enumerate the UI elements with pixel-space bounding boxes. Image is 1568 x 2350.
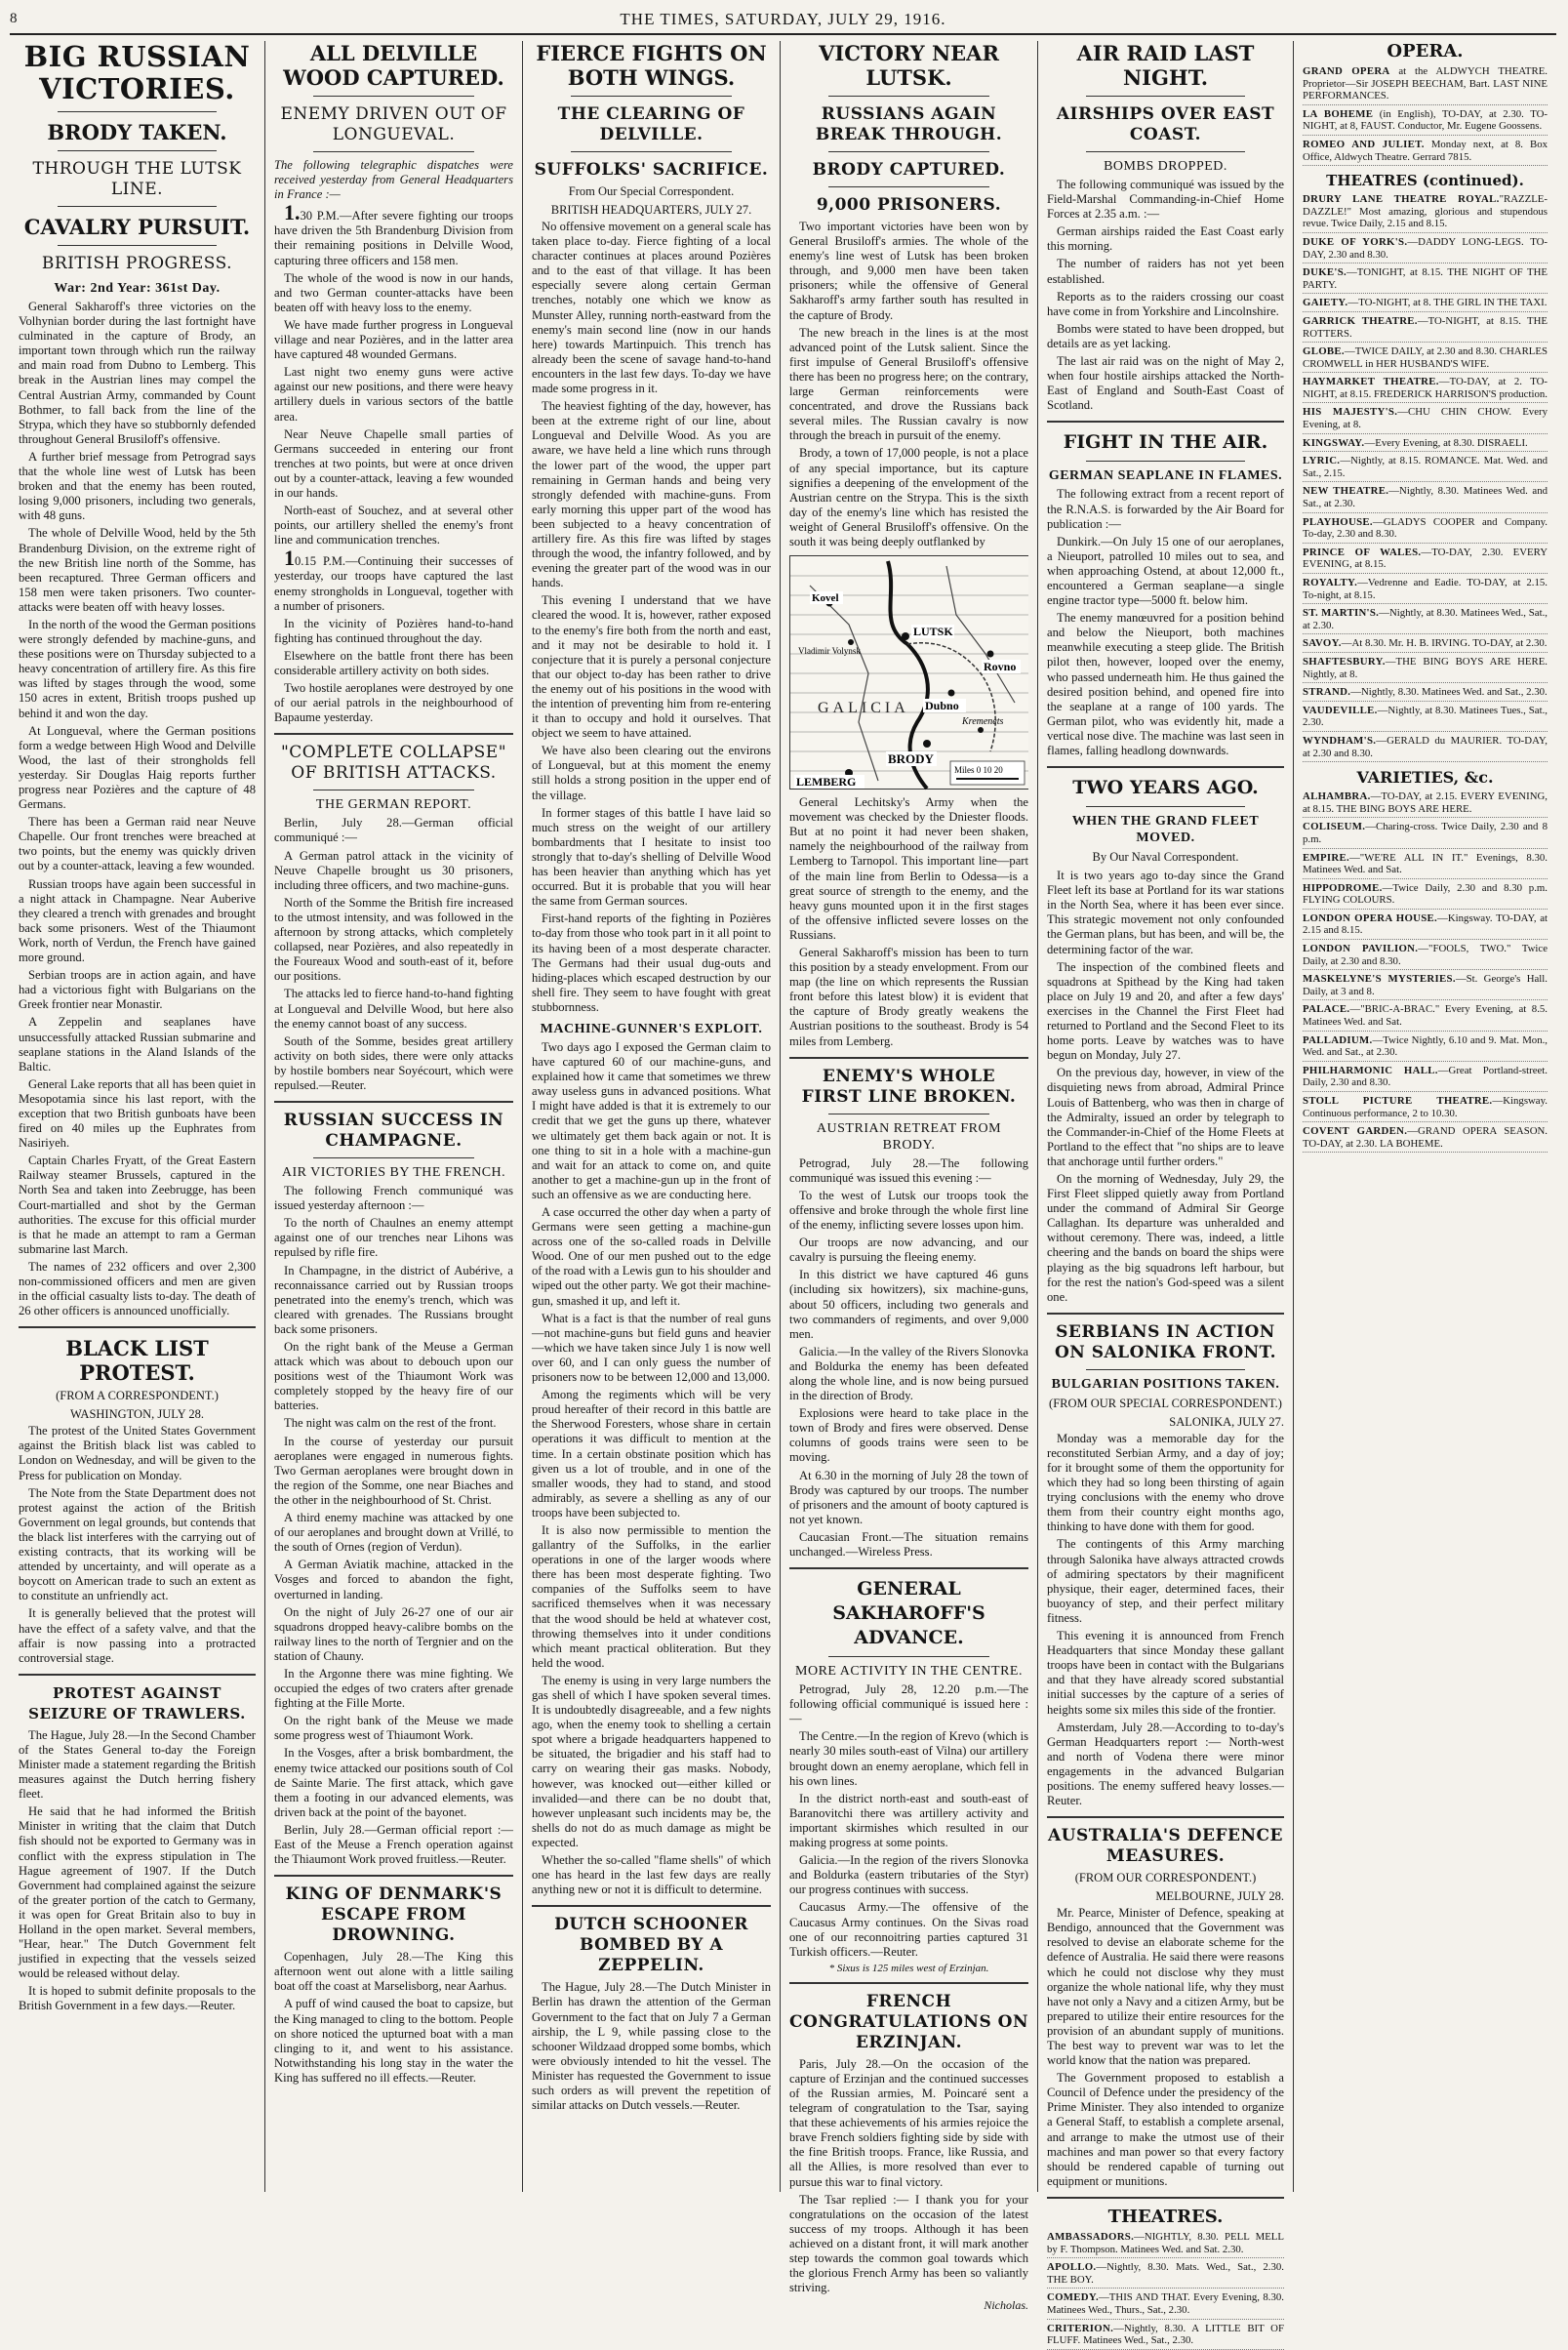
article-paragraph: The Hague, July 28.—In the Second Chamber of the States General to-day the Foreign Minister made a statement regarding the British measures against the Dutch herring fishery fleet. — [19, 1727, 256, 1802]
theatre-listing: LYRIC.—Nightly, at 8.15. ROMANCE. Mat. Wed. and Sat., 2.15. — [1303, 455, 1548, 482]
article-paragraph: The last air raid was on the night of May 2, when four hostile airships attacked the North-East of England and South-East Coast of Scotland. — [1047, 354, 1284, 413]
variety-listing: ALHAMBRA.—TO-DAY, at 2.15. EVERY EVENING, at 8.15. THE BING BOYS ARE HERE. — [1303, 790, 1548, 818]
theatre-listing: ST. MARTIN'S.—Nightly, at 8.30. Matinees Wed., Sat., at 2.30. — [1303, 607, 1548, 634]
theatre-listing: WYNDHAM'S.—GERALD du MAURIER. TO-DAY, at 2.30 and 8.30. — [1303, 735, 1548, 762]
article-paragraph: The new breach in the lines is at the most advanced point of the Lutsk salient. Since the first impulse of General Brusiloff's offensive there has been no progress here; on the contrary, large German reinforcements were concentrated, and drove the Russians back several miles. The Russian cavalry is now through the breach in pursuit of the enemy. — [789, 325, 1028, 443]
map-label-lutsk: LUTSK — [913, 625, 953, 639]
subhead-russians-break-through: RUSSIANS AGAIN BREAK THROUGH. — [815, 104, 1003, 144]
theatre-listing: SAVOY.—At 8.30. Mr. H. B. IRVING. TO-DAY, at 2.30. — [1303, 637, 1548, 653]
theatre-listing: PRINCE OF WALES.—TO-DAY, 2.30. EVERY EVENING, at 8.15. — [1303, 547, 1548, 574]
article-paragraph: Last night two enemy guns were active against our new positions, and there were heavy artillery duels in various sectors of the battle area. — [274, 365, 513, 424]
article-paragraph: In this district we have captured 46 guns (including six howitzers), six machine-guns, about 50 officers, including two generals and two commanders of regiments, and over 9,000 men. — [789, 1268, 1028, 1341]
article-paragraph: Our troops are now advancing, and our cavalry is pursuing the fleeing enemy. — [789, 1236, 1028, 1265]
subhead-airships-east-coast: AIRSHIPS OVER EAST COAST. — [1056, 104, 1275, 144]
theatre-listing: HAYMARKET THEATRE.—TO-DAY, at 2. TO-NIGHT, at 8.15. FREDERICK HARRISON'S production. — [1303, 376, 1548, 403]
theatre-listing: GLOBE.—TWICE DAILY, at 2.30 and 8.30. CHARLES CROMWELL in HER HUSBAND'S WIFE. — [1303, 345, 1548, 373]
volhynia-map — [789, 555, 1028, 790]
article-paragraph: To the north of Chaulnes an enemy attempt against one of our trenches near Lihons was repulsed by rifle fire. — [274, 1216, 513, 1260]
city-marker-kremenets — [978, 727, 984, 733]
map-scale-label: Miles 0 10 20 — [954, 765, 1003, 776]
article-paragraph: The following communiqué was issued by the Field-Marshal Commanding-in-Chief Home Forces at 2.35 a.m. :— — [1047, 178, 1284, 222]
article-paragraph: German airships raided the East Coast early this morning. — [1047, 224, 1284, 254]
byline: By Our Naval Correspondent. — [1092, 850, 1239, 865]
theatre-listing: HIS MAJESTY'S.—CHU CHIN CHOW. Every Evening, at 8. — [1303, 406, 1548, 433]
article-paragraph: Reports as to the raiders crossing our coast have come in from Yorkshire and Lincolnshire. — [1047, 289, 1284, 318]
article-paragraph: Paris, July 28.—On the occasion of the capture of Erzinjan and the continued successes of the Russian armies, M. Poincaré sent a telegram of congratulation to the Tsar, saying that these achievements of his armies rejoice the brave French soldiers fighting side by side with the fine British troops. France, like Russia, and all the Allies, is more resolved than ever to pursue this war to final victory. — [789, 2056, 1028, 2189]
subhead-austrian-retreat: AUSTRIAN RETREAT FROM BRODY. — [816, 1120, 1002, 1153]
subhead-german-seaplane: GERMAN SEAPLANE IN FLAMES. — [1048, 468, 1283, 484]
subhead-german-report: THE GERMAN REPORT. — [315, 797, 472, 813]
article-paragraph: This evening I understand that we have cleared the wood. It is, however, rather exposed to the enemy's fire both from the north and east, and it may not be desirable to hold it. I conjecture that it is purely a personal conjecture that our object to-day has been rather to drive the enemy out of his positions in the wood with the intention of preventing him from re-entering it than to occupy and hold it ourselves. That object we seem to have attained. — [532, 593, 771, 741]
article-paragraph: Bombs were stated to have been dropped, but details are as yet lacking. — [1047, 321, 1284, 350]
article-paragraph: Brody, a town of 17,000 people, is not a place of any special importance, but its capture signifies a deepening of the envelopment of the Austrian centre on the Strypa. This is the sixth day of the enemy's line which has resisted the weight of General Brusiloff's offensive. On the south it was being deeply outflanked by — [789, 446, 1028, 548]
opera-listing: ROMEO AND JULIET. Monday next, at 8. Box Office, Aldwych Theatre. Gerrard 7815. — [1303, 139, 1548, 166]
dateline: MELBOURNE, JULY 28. — [1155, 1889, 1284, 1904]
article-paragraph: Elsewhere on the battle front there has been considerable artillery activity on both sides. — [274, 648, 513, 677]
article-paragraph: Copenhagen, July 28.—The King this afternoon went out alone with a little sailing boat off the coast at Marselisborg, near Aarhus. — [274, 1950, 513, 1994]
map-label-dubno: Dubno — [925, 699, 959, 713]
article-paragraph: Petrograd, July 28.—The following communiqué was issued this evening :— — [789, 1155, 1028, 1185]
article-paragraph: The names of 232 officers and over 2,300 non-commissioned officers and men are given in the official casualty lists to-day. The death of 26 other officers is announced unofficially. — [19, 1259, 256, 1318]
subhead-air-victories: AIR VICTORIES BY THE FRENCH. — [281, 1165, 506, 1181]
article-paragraph: Two hostile aeroplanes were destroyed by one of our aerial patrols in the neighbourhood of Bapaume yesterday. — [274, 681, 513, 725]
article-paragraph: The number of raiders has not yet been established. — [1047, 257, 1284, 286]
headline-russian-success-champagne: RUSSIAN SUCCESS IN CHAMPAGNE. — [283, 1111, 504, 1152]
headline-complete-collapse: "COMPLETE COLLAPSE" OF BRITISH ATTACKS. — [280, 743, 507, 784]
subhead-grand-fleet: WHEN THE GRAND FLEET MOVED. — [1071, 814, 1260, 846]
city-marker-brody — [923, 740, 931, 748]
article-paragraph: In former stages of this battle I have laid so much stress on the weight of our artillery bombardments that I hesitate to insist too strongly that to-day's shelling of Delville Wood has been heavier than anything which has yet occurred. But it is probable that you will hear the same from German sources. — [532, 805, 771, 909]
variety-listing: EMPIRE.—"WE'RE ALL IN IT." Evenings, 8.30. Matinees Wed. and Sat. — [1303, 852, 1548, 879]
headline-victory-near-lutsk: VICTORY NEAR LUTSK. — [819, 41, 999, 90]
headline-delville-wood-captured: ALL DELVILLE WOOD CAPTURED. — [283, 41, 504, 90]
article-paragraph: The contingents of this Army marching through Salonika have always attracted crowds of admiring spectators by their magnificent physique, their eager, determined faces, their buoyancy of step, and their perfect military fitness. — [1047, 1537, 1284, 1625]
article-paragraph: Two days ago I exposed the German claim to have captured 60 of our machine-guns, and explained how it came that sometimes we threw away useless guns in advanced positions. What I might have added is that it is extremely to our credit that we get the guns up there, whatever we ultimately get them back again or not. It is one thing to sit in a hole with a machine-gun and wait for an attack to come on, and quite another to get a machine-gun up in the front of such an offensive as we are conducting here. — [532, 1039, 771, 1201]
article-paragraph: General Lake reports that all has been quiet in Mesopotamia since his last report, with the exception that two British gunboats have been fired on 40 miles up the Euphrates from Nasiriyeh. — [19, 1076, 256, 1151]
article-paragraph: In the Argonne there was mine fighting. We occupied the edges of two craters after grenade fighting at the Fille Morte. — [274, 1666, 513, 1711]
theatre-listing: KINGSWAY.—Every Evening, at 8.30. DISRAELI. — [1303, 437, 1548, 453]
article-paragraph: No offensive movement on a general scale has taken place to-day. Fierce fighting of a local character continues at places around Pozières and to the east of that village. It has been especially severe along certain German trenches, notably one which we know as Munster Alley, running north-eastward from the enemy's main second line (now in our hands here) towards Martinpuich. This trench has already been the scene of savage hand-to-hand encounters in the last few days. To-day we have made some progress in it. — [532, 220, 771, 396]
headline-fight-in-the-air: FIGHT IN THE AIR. — [1063, 431, 1268, 454]
theatre-listing: COMEDY.—THIS AND THAT. Every Evening, 8.30. Matinees Wed., Thurs., Sat., 2.30. — [1047, 2291, 1284, 2319]
subhead-bombs-dropped: BOMBS DROPPED. — [1104, 159, 1227, 174]
article-paragraph: A case occurred the other day when a party of Germans were seen getting a machine-gun across one of the so-called roads in Delville Wood. One of our men pushed out to the edge of the road with a Lewis gun to his shoulder and wiped out the other party. We got their machine-gun, smashed it up, and left it. — [532, 1205, 771, 1308]
summary-article — [19, 300, 256, 1318]
map-label-vladimir: Vladimir Volynsk — [798, 646, 861, 657]
subhead-machine-gunner: MACHINE-GUNNER'S EXPLOIT. — [540, 1021, 763, 1036]
article-paragraph: What is a fact is that the number of real guns—not machine-guns but field guns and heavier—which we have taken since July 1 is now well over 60, and I can only guess the number of prisoners now to be between 12,000 and 13,000. — [532, 1311, 771, 1385]
article-paragraph: General Sakharoff's mission has been to turn this position by a steady envelopment. From our map (the line on which represents the Russian front before this latest blow) it is evident that the capture of Brody greatly weakens the Austrian positions to the southeast. Brody is 54 miles from Lemberg. — [789, 946, 1028, 1048]
subhead-9000-prisoners: 9,000 PRISONERS. — [816, 195, 1002, 215]
subhead-suffolks-sacrifice: SUFFOLKS' SACRIFICE. — [534, 160, 769, 180]
article-paragraph: The Centre.—In the region of Krevo (which is nearly 30 miles south-east of Vilna) our artillery brought down an enemy aeroplane, which fell in his own lines. — [789, 1729, 1028, 1788]
article-paragraph: The enemy is using in very large numbers the gas shell of which I have spoken several times. It is undoubtedly disagreeable, and a few nights ago, when the enemy took to shelling a certain spot where a brigade headquarters happened to be situated, the brigadier and his staff had to carry on wearing their gas masks. Nobody, however, was knocked out—either killed or invalided—and there can be no doubt that, however unpleasant such incidents may be, the shells do not do as much damage as might be expected. — [532, 1673, 771, 1849]
columns — [10, 40, 1556, 2347]
variety-listing: PALLADIUM.—Twice Nightly, 6.10 and 9. Mat. Mon., Wed. and Sat., at 2.30. — [1303, 1034, 1548, 1062]
page-number: 8 — [10, 11, 18, 26]
column-4 — [781, 41, 1038, 2313]
article-paragraph: In Champagne, in the district of Aubérive, a reconnaissance carried out by Russian troops penetrated into the enemy's trench, which was cleared with grenades. The Russians brought back some prisoners. — [274, 1263, 513, 1336]
column-5 — [1038, 41, 1294, 2347]
article-paragraph: The Note from the State Department does not protest against the action of the British Government on legal grounds, but contends that the black list interferes with the carrying out of existing contracts, that its working will be attended by uncertainty, and will operate as a boycott on American trade to such an extent as to constitute an unfriendly act. — [19, 1485, 256, 1603]
article-paragraph: The whole of the wood is now in our hands, and two German counter-attacks have been beaten off with heavy loss to the enemy. — [274, 270, 513, 314]
byline: From Our Special Correspondent. — [568, 184, 735, 198]
city-marker-lutsk — [902, 632, 909, 640]
headline-air-raid: AIR RAID LAST NIGHT. — [1076, 41, 1255, 90]
headline-two-years-ago: TWO YEARS AGO. — [1072, 777, 1259, 799]
theatres-continued-heading: THEATRES (continued). — [1326, 172, 1524, 190]
article-paragraph: A third enemy machine was attacked by one of our aeroplanes and brought down at Vrillé, to the south of Ornes (region of Verdun). — [274, 1511, 513, 1555]
variety-listing: PHILHARMONIC HALL.—Great Portland-street. Daily, 2.30 and 8.30. — [1303, 1065, 1548, 1092]
headline-black-list-protest: BLACK LIST PROTEST. — [65, 1336, 209, 1386]
article-paragraph: The protest of the United States Government against the British black list was cabled to London on Wednesday, and will be given to the Press for publication on Monday. — [19, 1424, 256, 1482]
opera-listing: GRAND OPERA at the ALDWYCH THEATRE. Proprietor—Sir JOSEPH BEECHAM, Bart. LAST NINE PERFORMANCES. — [1303, 65, 1548, 105]
theatres-heading: THEATRES. — [1107, 2206, 1224, 2227]
variety-listing: PALACE.—"BRIC-A-BRAC." Every Evening, at 8.5. Matinees Wed. and Sat. — [1303, 1003, 1548, 1031]
article-paragraph: Amsterdam, July 28.—According to to-day's German Headquarters report :— North-west and north of Vodena there were minor engagements in the advanced Bulgarian positions. The enemy suffered heavy losses.—Reuter. — [1047, 1720, 1284, 1808]
theatre-listing: GAIETY.—TO-NIGHT, at 8. THE GIRL IN THE TAXI. — [1303, 297, 1548, 312]
article-paragraph: On the previous day, however, in view of the disquieting news from abroad, Admiral Prince Louis of Battenberg, who was then in charge of the Admiralty, issued an order by telegraph to the Commander-in-Chief of the Home Fleets at Portland to the effect that "no ships are to leave that anchorage until further orders." — [1047, 1066, 1284, 1168]
headline-enemys-first-line: ENEMY'S WHOLE FIRST LINE BROKEN. — [801, 1066, 1017, 1107]
article-paragraph: Near Neuve Chapelle small parties of Germans succeeded in entering our front trenches at two points, but were at once driven out by a counter-attack, leaving a few wounded in our hands. — [274, 426, 513, 500]
subhead-more-activity: MORE ACTIVITY IN THE CENTRE. — [795, 1664, 1023, 1680]
article-paragraph: To the west of Lutsk our troops took the offensive and broke through the whole first line of the enemy, inflicting severe losses upon him. — [789, 1188, 1028, 1233]
theatre-listing: APOLLO.—Nightly, 8.30. Mats. Wed., Sat., 2.30. THE BOY. — [1047, 2261, 1284, 2289]
article-paragraph: It is also now permissible to mention the gallantry of the Suffolks, in the earlier operations in one of the larger woods where there has been most desperate fighting. Two companies of the Suffolks seem to have sacrificed themselves when it was necessary that the wood should be held at whatever cost, throwing themselves into it under conditions which meant practical obliteration. But they held the wood. — [532, 1522, 771, 1670]
theatre-listing: DRURY LANE THEATRE ROYAL."RAZZLE-DAZZLE!" Most amazing, glorious and stupendous revue. Twice Daily, 2.15 and 8.15. — [1303, 193, 1548, 233]
theatre-listing: DUKE OF YORK'S.—DADDY LONG-LEGS. TO-DAY, 2.30 and 8.30. — [1303, 236, 1548, 263]
article-paragraph: We have made further progress in Longueval village and near Pozières, and in the latter area have captured 48 wounded Germans. — [274, 317, 513, 362]
article-paragraph: Dunkirk.—On July 15 one of our aeroplanes, a Nieuport, patrolled 10 miles out to sea, and when approaching Ostend, at about 12,000 ft., encountered a German seaplane—a single engine tractor type—5000 ft. below him. — [1047, 534, 1284, 608]
variety-listing: LONDON OPERA HOUSE.—Kingsway. TO-DAY, at 2.15 and 8.15. — [1303, 912, 1548, 940]
article-paragraph: Mr. Pearce, Minister of Defence, speaking at Bendigo, announced that the Government was resolved to devise an elaborate scheme for the defence of Australia. He said there were reasons which he could not disclose why they must organize the whole national life, why they must have not only a Navy and a citizen Army, but be prepared to utilize their entire resources for the provision of an abundant supply of munitions. The best way to prevent war was to let the world know that the nation was prepared. — [1047, 1906, 1284, 2068]
opera-listing: LA BOHEME (in English), TO-DAY, at 2.30. TO-NIGHT, at 8, FAUST. Conductor, Mr. Eugene Goossens. — [1303, 108, 1548, 136]
theatre-listing: CRITERION.—Nightly, 8.30. A LITTLE BIT OF FLUFF. Matinees Wed., Sat., 2.30. — [1047, 2323, 1284, 2350]
byline: (FROM OUR SPECIAL CORRESPONDENT.) — [1049, 1396, 1282, 1410]
theatre-listing: PLAYHOUSE.—GLADYS COOPER and Company. To-day, 2.30 and 8.30. — [1303, 516, 1548, 544]
article-paragraph: We have also been clearing out the environs of Longueval, but at this moment the enemy still holds a strong position in the upper end of the village. — [532, 744, 771, 802]
subhead-bulgarian-positions: BULGARIAN POSITIONS TAKEN. — [1051, 1376, 1280, 1392]
article-paragraph: In the district north-east and south-east of Baranovitchi there was artillery activity and important skirmishes which resulted in our making progress at some points. — [789, 1791, 1028, 1850]
subhead-brody-captured: BRODY CAPTURED. — [812, 160, 1006, 180]
article-paragraph: On the right bank of the Meuse a German attack which was about to debouch upon our positions west of the Thiaumont Work was completely stopped by the heavy fire of our batteries. — [274, 1340, 513, 1413]
article-paragraph: Among the regiments which will be very proud hereafter of their record in this battle are the Sherwood Foresters, whose share in certain operations it was difficult to mention at the time. In a certain obstinate position which has given us a lot of trouble, and in one of the smaller woods, they had to stand, and stood admirably, as severe a shelling as any of our troops have been subjected to. — [532, 1388, 771, 1519]
article-paragraph: Two important victories have been won by General Brusiloff's armies. The whole of the enemy's line west of Lutsk has been broken through, and 9,000 men have been taken prisoners; while the offensive of General Sakharoff's army farther south has resulted in the capture of Brody. — [789, 220, 1028, 322]
article-paragraph: In the course of yesterday our pursuit aeroplanes were engaged in numerous fights. Two German aeroplanes were brought down in the region of the Somme, one near Biaches and the other in the neighbourhood of St. Christ. — [274, 1434, 513, 1507]
dateline: BRITISH HEADQUARTERS, JULY 27. — [550, 203, 752, 217]
article-paragraph: Whether the so-called "flame shells" of which one has heard in the last few days are really anything new or not it is difficult to determine. — [532, 1853, 771, 1897]
headline-king-of-denmark: KING OF DENMARK'S ESCAPE FROM DROWNING. — [285, 1884, 503, 1946]
variety-listing: LONDON PAVILION.—"FOOLS, TWO." Twice Daily, at 2.30 and 8.30. — [1303, 943, 1548, 970]
theatre-listing: STRAND.—Nightly, 8.30. Matinees Wed. and Sat., 2.30. — [1303, 686, 1548, 702]
variety-listing: COVENT GARDEN.—GRAND OPERA SEASON. TO-DAY, at 2.30. LA BOHEME. — [1303, 1125, 1548, 1153]
article-paragraph: He said that he had informed the British Minister in writing that the claim that Dutch fish should not be exported to Germany was in conflict with the express stipulation in The Hague agreement of 1907. If the Dutch Government had complained against the seizure of the greater portion of the catch to Germany, it was open for Great Britain also to buy in Holland in the open market. Several members, "Hear, hear." The Dutch Government felt justified in expecting that the vessels seized would be released without delay. — [19, 1804, 256, 1981]
article-paragraph: The attacks led to fierce hand-to-hand fighting at Longueval and Delville Wood, but here also the enemy cannot boast of any success. — [274, 987, 513, 1031]
theatre-listing: ROYALTY.—Vedrenne and Eadie. TO-DAY, at 2.15. To-night, at 8.15. — [1303, 577, 1548, 604]
article-paragraph: The night was calm on the rest of the front. — [284, 1416, 497, 1431]
article-paragraph: At Longueval, where the German positions form a wedge between High Wood and Delville Wood, the last of their strongholds fell yesterday. Sir Douglas Haig reports further progress near Pozières and the capture of 48 Germans. — [19, 723, 256, 812]
article-paragraph: Caucasus Army.—The offensive of the Caucasus Army continues. On the Sivas road one of our reconnoitring parties captured 31 Turkish officers.—Reuter. — [789, 1900, 1028, 1959]
article-paragraph: Galicia.—In the valley of the Rivers Slonovka and Boldurka the enemy has been defeated along the whole line, and is now being pursued in the direction of Brody. — [789, 1344, 1028, 1403]
theatre-listing: AMBASSADORS.—NIGHTLY, 8.30. PELL MELL by F. Thompson. Matinees Wed. and Sat. 2.30. — [1047, 2231, 1284, 2258]
article-paragraph: The whole of Delville Wood, held by the 5th Brandenburg Division, on the extreme right of the new British line north of the Somme, has been recaptured. Three German officers and 158 men were taken prisoners. Two counter-attacks were beaten off with heavy losses. — [19, 526, 256, 614]
city-marker-rovno — [987, 651, 994, 658]
theatre-listing: NEW THEATRE.—Nightly, 8.30. Matinees Wed. and Sat., at 2.30. — [1303, 485, 1548, 512]
column-1 — [10, 41, 265, 2192]
map-label-lemberg: LEMBERG — [796, 775, 857, 790]
headline-big-russian-victories: BIG RUSSIAN VICTORIES. — [23, 40, 251, 105]
article-paragraph: The Hague, July 28.—The Dutch Minister in Berlin has drawn the attention of the German Government to the fact that on July 7 a German airship, the L 9, while passing close to the schooner Wildzaad dropped some bombs, which were obviously intended to hit the vessel. The Minister has requested the Government to issue such orders as will prevent the repetition of similar attacks on Dutch vessels.—Reuter. — [532, 1980, 771, 2113]
map-graphic — [790, 556, 1028, 789]
article-paragraph: Captain Charles Fryatt, of the Great Eastern Railway steamer Brussels, captured in the North Sea and taken into Zeebrugge, has been Court-martialled and shot by the German authorities. The excuse for this official murder is that he made an attempt to ram a German submarine last March. — [19, 1154, 256, 1256]
opera-heading: OPERA. — [1387, 41, 1464, 61]
article-paragraph: Berlin, July 28.—German official report :—East of the Meuse a French operation against the Thiaumont Work proved fruitless.—Reuter. — [274, 1822, 513, 1867]
varieties-heading: VARIETIES, &c. — [1356, 768, 1494, 788]
variety-listing: HIPPODROME.—Twice Daily, 2.30 and 8.30 p.m. FLYING COLOURS. — [1303, 882, 1548, 910]
article-paragraph: A puff of wind caused the boat to capsize, but the King managed to cling to the bottom. People on shore noticed the upturned boat with a man clinging to it, and went to his assistance. Notwithstanding his long stay in the water the King has suffered no ill effects.—Reuter. — [274, 1997, 513, 2085]
subhead-british-progress: BRITISH PROGRESS. — [41, 254, 233, 273]
dateline: SALONIKA, JULY 27. — [1169, 1414, 1284, 1429]
map-label-kremenets: Kremenets — [962, 716, 1004, 728]
article-paragraph: General Lechitsky's Army when the movement was checked by the Dniester floods. But at no point it had never been shaken, namely the neighbourhood of the railway from Lemberg to Tarnopol. This important line—part of the main line from Berlin to Odessa—is a great source of strength to the enemy, and the heavy guns mounted upon it in the first stages of the offensive inflicted severe losses on the Russians. — [789, 795, 1028, 942]
headline-french-congratulations: FRENCH CONGRATULATIONS ON ERZINJAN. — [789, 1991, 1028, 2052]
article-paragraph: There has been a German raid near Neuve Chapelle. Our front trenches were breached at two points, but the enemy was quickly driven out by a counter-attack, leaving a few wounded. — [19, 815, 256, 873]
signature: Nicholas. — [984, 2298, 1028, 2313]
article-paragraph: 10.15 P.M.—Continuing their successes of yesterday, our troops have captured the last enemy strongholds in Longueval, together with a number of prisoners. — [274, 546, 513, 613]
subhead-clearing-of-delville: THE CLEARING OF DELVILLE. — [557, 104, 745, 144]
article-paragraph: General Sakharoff's three victories on the Volhynian border during the last fortnight have culminated in the capture of Brody, an important town through which run the railway and main road from Dubno to Lemberg. This break in the Austrian lines may compel the Central Austrian Army, commanded by Count Bothmer, to fall back from the line of the Strypa, which they have so stubbornly defended throughout General Brusiloff's offensive. — [19, 300, 256, 446]
headline-australias-defence: AUSTRALIA'S DEFENCE MEASURES. — [1047, 1826, 1283, 1867]
article-paragraph: North of the Somme the British fire increased to the utmost intensity, and was followed in the afternoon by strong attacks, which completely collapsed, near Pozières, and also repeatedly in the Foureaux Wood and south-east of it, before our positions. — [274, 895, 513, 984]
article-paragraph: A German Aviatik machine, attacked in the Vosges and forced to abandon the fight, overturned in landing. — [274, 1558, 513, 1601]
theatre-listing: GARRICK THEATRE.—TO-NIGHT, at 8.15. THE ROTTERS. — [1303, 315, 1548, 343]
theatre-listing: VAUDEVILLE.—Nightly, at 8.30. Matinees Tues., Sat., 2.30. — [1303, 705, 1548, 732]
article-paragraph: The Government proposed to establish a Council of Defence under the presidency of the Prime Minister. They also intended to organize a General Staff, to establish a complete arsenal, and arrange to make the utmost use of their machines and man power so that every factory should be rendered capable of turning out equipment or munitions. — [1047, 2071, 1284, 2188]
city-marker-vladimir — [848, 639, 854, 645]
article-paragraph: Explosions were heard to take place in the town of Brody and fires were observed. Dense columns of goods trains were seen to be moving. — [789, 1406, 1028, 1465]
article-paragraph: In the north of the wood the German positions were strongly defended by machine-guns, and these positions were on Thursday subjected to a heavy concentration of artillery fire. As this fire was lifted by stages through the wood, some 150 acres in extent, British troops pushed up behind it and won the day. — [19, 617, 256, 720]
article-paragraph: 1.30 P.M.—After severe fighting our troops have driven the 5th Brandenburg Division from their remaining positions in Delville Wood, capturing three officers and 158 men. — [274, 200, 513, 267]
masthead — [10, 8, 1556, 35]
article-paragraph: The following French communiqué was issued yesterday afternoon :— — [274, 1184, 513, 1213]
article-paragraph: In the vicinity of Pozières hand-to-hand fighting has continued throughout the day. — [274, 616, 513, 645]
column-3 — [523, 41, 781, 2192]
subhead-brody-taken: BRODY TAKEN. — [47, 120, 227, 144]
map-label-galicia: GALICIA — [818, 700, 909, 717]
article-intro: The following telegraphic dispatches were received yesterday from General Headquarters in France :— — [274, 158, 513, 202]
byline: (FROM A CORRESPONDENT.) — [56, 1389, 219, 1403]
map-label-kovel: Kovel — [812, 592, 839, 605]
article-paragraph: Monday was a memorable day for the reconstituted Serbian Army, and a day of joy; for it brought some of them the opportunity for which they had so long been thirsting of again trying conclusions with the enemy who drove them from their country eight months ago, thinking to have done with them for good. — [1047, 1431, 1284, 1534]
article-paragraph: Russian troops have again been successful in a night attack in Champagne. Near Auberive they cleared a trench with grenades and brought back some prisoners. West of the Thiaumont Work, north of Verdun, the French have gained more ground. — [19, 876, 256, 965]
variety-listing: MASKELYNE'S MYSTERIES.—St. George's Hall. Daily, at 3 and 8. — [1303, 973, 1548, 1000]
article-paragraph: North-east of Souchez, and at several other points, our artillery shelled the enemy's front line and communication trenches. — [274, 504, 513, 547]
dateline: WASHINGTON, JULY 28. — [70, 1407, 204, 1422]
article-paragraph: On the right bank of the Meuse we made some progress west of Thiaumont Work. — [274, 1714, 513, 1743]
headline-dutch-schooner: DUTCH SCHOONER BOMBED BY A ZEPPELIN. — [554, 1915, 748, 1976]
variety-listing: COLISEUM.—Charing-cross. Twice Daily, 2.30 and 8 p.m. — [1303, 821, 1548, 848]
footnote: * Sixus is 125 miles west of Erzinjan. — [828, 1962, 989, 1974]
article-paragraph: It is two years ago to-day since the Grand Fleet left its base at Portland for its war stations in the North Sea, where it has been ever since. This strategic movement not only confounded the German plans, but has been, and will be, the determining factor of the war. — [1047, 869, 1284, 956]
article-paragraph: It is generally believed that the protest will have the effect of a safety valve, and that the affair is now passing into a protracted controversial stage. — [19, 1606, 256, 1665]
article-paragraph: On the morning of Wednesday, July 29, the First Fleet slipped quietly away from Portland under the command of Admiral Sir George Callaghan. Its departure was unheralded and without ceremony. There was, indeed, a little cheering and the bands on board the ships were playing as the big squadrons left harbour, but for the rest the nation's God-speed was a silent one. — [1047, 1171, 1284, 1304]
subhead-cavalry-pursuit: CAVALRY PURSUIT. — [23, 215, 251, 239]
war-day-line: War: 2nd Year: 361st Day. — [54, 281, 221, 296]
theatre-listing: SHAFTESBURY.—THE BING BOYS ARE HERE. Nightly, at 8. — [1303, 656, 1548, 683]
article-paragraph: The enemy manœuvred for a position behind and below the Nieuport, both machines meanwhile executing a steep glide. The British pilot then, however, looped over the enemy, who passed underneath him. He thus gained the desired position behind, and opened fire into the seaplane at a range of 100 yards. The German pilot, who was evidently hit, made a vertical nose dive. The machine was last seen in flames, falling headlong downwards. — [1047, 611, 1284, 757]
map-label-rovno: Rovno — [984, 660, 1017, 674]
article-paragraph: On the night of July 26-27 one of our air squadrons dropped heavy-calibre bombs on the railway lines to the north of Tergnier and on the station of Chauny. — [274, 1604, 513, 1663]
theatre-listing: DUKE'S.—TONIGHT, at 8.15. THE NIGHT OF THE PARTY. — [1303, 266, 1548, 294]
article-paragraph: It is hoped to submit definite proposals to the British Government in a few days.—Reuter. — [19, 1984, 256, 2013]
article-paragraph: This evening it is announced from French Headquarters that since Monday these gallant troops have been in contact with the Bulgarians and that they have already scored substantial initial successes by the capture of a series of heights some six miles this side of the frontier. — [1047, 1629, 1284, 1717]
article-paragraph: The Tsar replied :— I thank you for your congratulations on the occasion of the latest success of my troops. Although it has been achieved on a distant front, it will mark another step towards the common goal towards which the glorious French Army has been so valiantly striving. — [789, 2192, 1028, 2295]
article-paragraph: Berlin, July 28.—German official communiqué :— — [274, 816, 513, 845]
column-6 — [1294, 41, 1556, 2192]
article-paragraph: Caucasian Front.—The situation remains unchanged.—Wireless Press. — [789, 1529, 1028, 1559]
article-paragraph: First-hand reports of the fighting in Pozières to-day from those who took part in it all point to its having been of a most desperate character. The Germans had their usual dug-outs and hiding-places which escaped destruction by our shell fire. They seem to have fought with great stubbornness. — [532, 912, 771, 1014]
article-paragraph: Serbian troops are in action again, and have had a victorious fight with Bulgarians on the Greek frontier near Monastir. — [19, 968, 256, 1012]
article-paragraph: In the Vosges, after a brisk bombardment, the enemy twice attacked our positions south of Col de Sainte Marie. The first attack, which gave them a footing in our advanced elements, was driven back at the point of the bayonet. — [274, 1746, 513, 1819]
column-2 — [265, 41, 523, 2192]
byline: (FROM OUR CORRESPONDENT.) — [1074, 1871, 1257, 1885]
headline-trawlers: PROTEST AGAINST SEIZURE OF TRAWLERS. — [28, 1683, 246, 1722]
article-paragraph: A Zeppelin and seaplanes have unsuccessfully attacked Russian submarine and seaplane stations in the Aland Islands of the Baltic. — [19, 1015, 256, 1074]
article-paragraph: A German patrol attack in the vicinity of Neuve Chapelle brought us 30 prisoners, including three officers, and two machine-guns. — [274, 848, 513, 892]
city-marker-dubno — [948, 690, 955, 697]
headline-serbians-in-action: SERBIANS IN ACTION ON SALONIKA FRONT. — [1054, 1321, 1277, 1362]
article-paragraph: Galicia.—In the region of the rivers Slonovka and Boldurka (eastern tributaries of the Styr) our progress continues with success. — [789, 1853, 1028, 1897]
article-paragraph: The inspection of the combined fleets and squadrons at Spithead by the King had taken place on July 19 and 20, and after a few days' exercises in the Channel the First Fleet had returned to Portland and the Second Fleet to its home ports. Leave by watches was to have begun on Monday, July 27. — [1047, 959, 1284, 1063]
variety-listing: STOLL PICTURE THEATRE.—Kingsway. Continuous performance, 2 to 10.30. — [1303, 1095, 1548, 1122]
article-paragraph: South of the Somme, besides great artillery activity on both sides, there were only attacks by hostile bombers near Soyécourt, which were repulsed.—Reuter. — [274, 1033, 513, 1092]
article-paragraph: The following extract from a recent report of the R.N.A.S. is forwarded by the Air Board for publication :— — [1047, 487, 1284, 531]
subhead-through-lutsk-line: THROUGH THE LUTSK LINE. — [32, 159, 242, 199]
headline-fierce-fights: FIERCE FIGHTS ON BOTH WINGS. — [536, 41, 767, 90]
article-paragraph: Petrograd, July 28, 12.20 p.m.—The following official communiqué is issued here :— — [789, 1682, 1028, 1726]
newspaper-title: THE TIMES, SATURDAY, JULY 29, 1916. — [620, 10, 946, 28]
article-paragraph: A further brief message from Petrograd says that the whole line west of Lutsk has been broken and that the enemy has been routed, losing 9,000 prisoners, including two generals, with 48 guns. — [19, 449, 256, 523]
map-label-brody: BRODY — [888, 751, 934, 767]
article-paragraph: At 6.30 in the morning of July 28 the town of Brody was captured by our troops. The number of prisoners and the amount of booty captured is not yet known. — [789, 1468, 1028, 1526]
article-paragraph: The heaviest fighting of the day, however, has been at the extreme right of our line, about Longueval and Delville Wood. As you are aware, we have held a line which runs through the lower part of the wood, the upper part remaining in German hands and being very strongly defended with machine-guns. From early morning this upper part of the wood has been subjected to a heavy concentration of artillery fire. As this fire was lifted by stages through the wood, the infantry followed, and by evening the greater part of the wood was in our hands. — [532, 399, 771, 590]
headline-sakharoffs-advance: GENERAL SAKHAROFF'S ADVANCE. — [832, 1578, 985, 1649]
subhead-longueval: ENEMY DRIVEN OUT OF LONGUEVAL. — [280, 104, 507, 144]
